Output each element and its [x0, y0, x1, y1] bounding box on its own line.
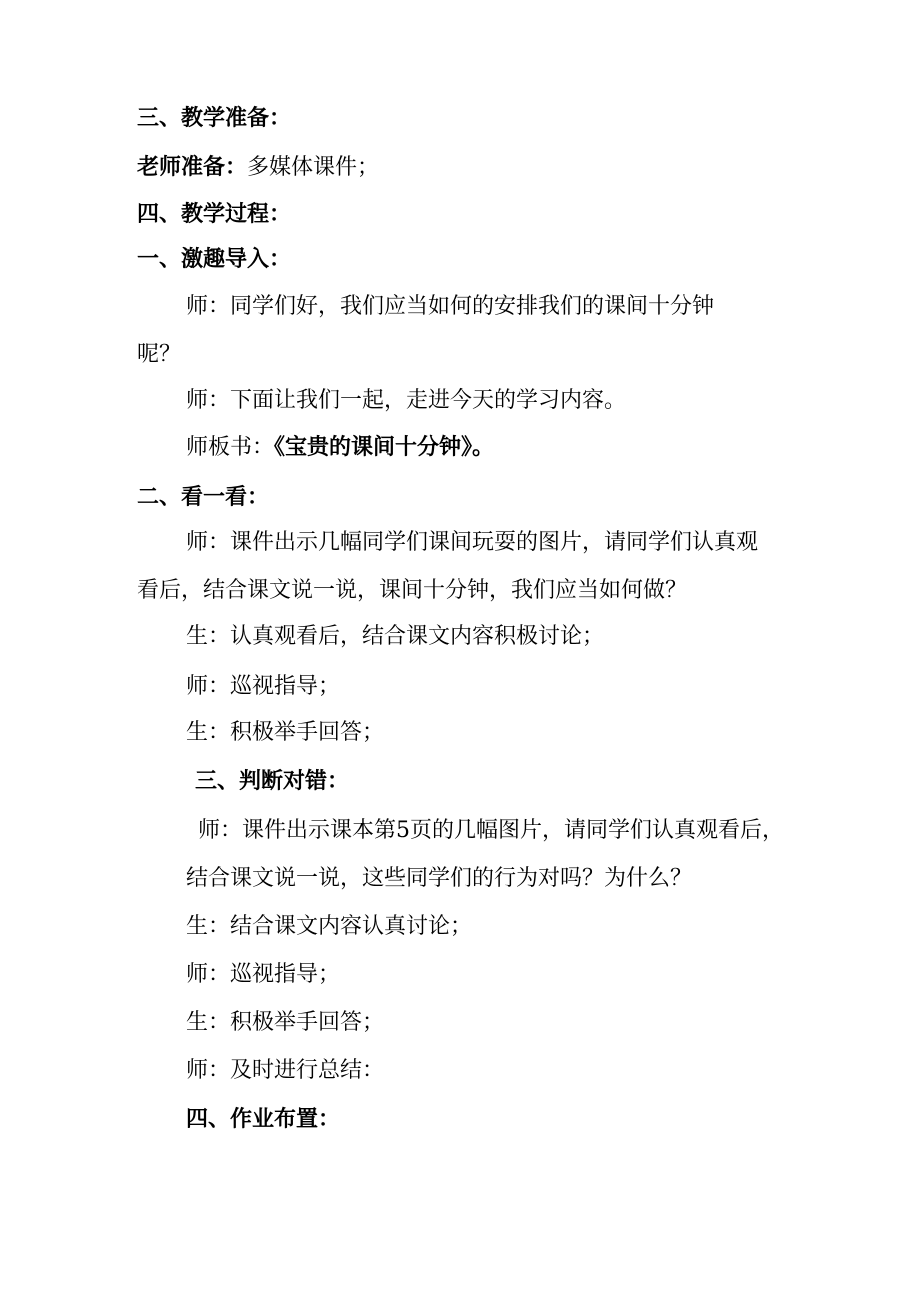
subheading-judge: 三、判断对错： — [195, 768, 350, 794]
section-heading-teaching-prep: 三、教学准备： — [137, 105, 292, 131]
board-writing-line — [186, 432, 494, 463]
look-paragraph-3: 师：巡视指导； — [186, 674, 341, 699]
subheading-homework: 四、作业布置： — [186, 1106, 341, 1132]
intro-paragraph-1-line-1: 师：同学们好，我们应当如何的安排我们的课间十分钟 — [186, 294, 715, 319]
look-paragraph-1-line-2: 看后，结合课文说一说，课间十分钟，我们应当如何做？ — [137, 578, 688, 603]
look-paragraph-4: 生：积极举手回答； — [186, 720, 385, 745]
intro-paragraph-2: 师：下面让我们一起，走进今天的学习内容。 — [186, 388, 627, 413]
teacher-prep-value: 多媒体课件； — [247, 155, 380, 180]
judge-paragraph-2: 生：结合课文内容认真讨论； — [186, 914, 473, 939]
judge-paragraph-5: 师：及时进行总结： — [186, 1058, 385, 1083]
lesson-title: 《宝贵的课间十分钟》。 — [274, 434, 495, 460]
look-paragraph-1-line-1: 师：课件出示几幅同学们课间玩耍的图片，请同学们认真观 — [186, 530, 759, 555]
intro-paragraph-1-line-2: 呢？ — [137, 342, 182, 367]
judge-paragraph-4: 生：积极举手回答； — [186, 1010, 385, 1035]
judge-paragraph-1-line-1: 师：课件出示课本第5页的几幅图片，请同学们认真观看后， — [198, 818, 784, 843]
look-paragraph-2: 生：认真观看后，结合课文内容积极讨论； — [186, 624, 605, 649]
teacher-prep-label: 老师准备： — [137, 154, 248, 180]
judge-paragraph-1-line-2: 结合课文说一说，这些同学们的行为对吗？为什么？ — [186, 866, 693, 891]
subheading-intro: 一、激趣导入： — [137, 246, 292, 272]
teacher-prep-line — [137, 152, 379, 183]
subheading-look: 二、看一看： — [137, 484, 270, 510]
judge-paragraph-3: 师：巡视指导； — [186, 962, 341, 987]
section-heading-teaching-process: 四、教学过程： — [137, 201, 292, 227]
board-label: 师板书： — [186, 435, 275, 460]
